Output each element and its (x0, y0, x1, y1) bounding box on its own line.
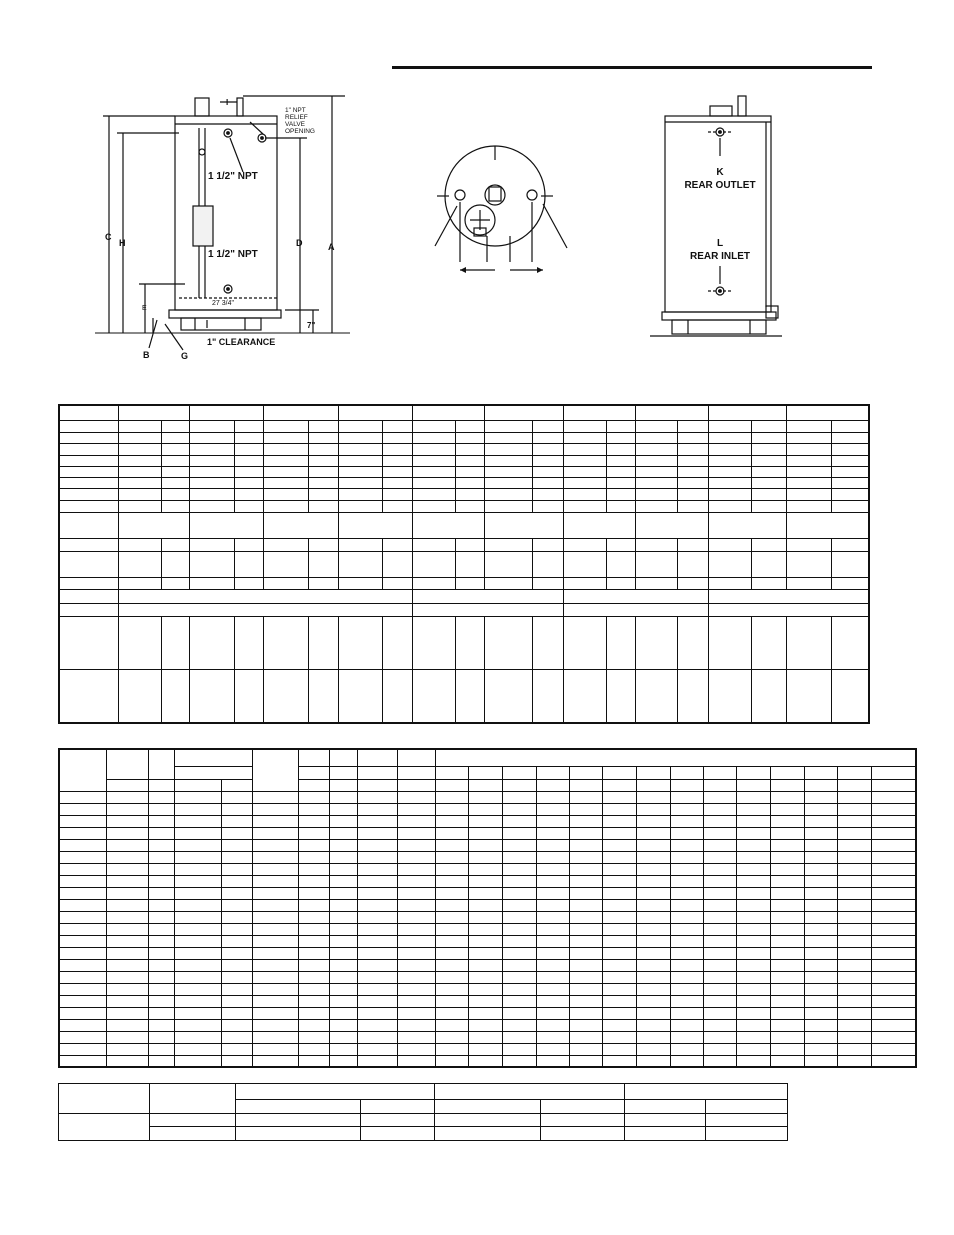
table-row (59, 466, 869, 477)
rear-elevation-drawing (650, 92, 790, 342)
table-row (59, 875, 916, 887)
table-row (59, 815, 916, 827)
table-row (59, 1007, 916, 1019)
table-row (59, 766, 916, 779)
header-rule (392, 66, 872, 69)
table-row (59, 539, 869, 551)
dimensions-table (58, 404, 870, 724)
dim-letter-h (119, 238, 126, 248)
width-label: 27 3/4" (212, 300, 234, 307)
dim-letter-d (296, 238, 303, 248)
table-row (59, 670, 869, 723)
dim-letter-e (142, 305, 147, 312)
gas-pressure-table (58, 1083, 788, 1141)
table-row (59, 1055, 916, 1067)
table-row (59, 603, 869, 616)
outlet-letter: K (716, 167, 724, 178)
inlet-label: REAR INLET (690, 251, 750, 262)
svg-text:VALVE: VALVE (285, 121, 305, 128)
svg-text:RELIEF: RELIEF (285, 114, 308, 121)
table-row (59, 1031, 916, 1043)
svg-text:1" NPT: 1" NPT (285, 107, 306, 114)
table-row (59, 749, 916, 766)
table-row (59, 1126, 788, 1140)
table-row (59, 478, 869, 489)
table-row (59, 578, 869, 590)
svg-text:H: H (119, 238, 126, 248)
outlet-label: REAR OUTLET (684, 180, 756, 191)
svg-text:D: D (296, 238, 303, 248)
table-row (59, 590, 869, 603)
table-row (59, 839, 916, 851)
table-row (59, 779, 916, 791)
table-row (59, 803, 916, 815)
table-row (59, 947, 916, 959)
svg-text:C: C (105, 232, 112, 242)
table-row (59, 512, 869, 539)
table-row (59, 935, 916, 947)
dim-letter-a (328, 242, 335, 252)
table-row (59, 995, 916, 1007)
table-row (59, 827, 916, 839)
svg-text:I: I (226, 98, 229, 107)
lower-connection-label: 1 1/2" NPT (208, 249, 258, 260)
clearance-label: 1" CLEARANCE (207, 337, 276, 347)
svg-text:B: B (143, 350, 150, 360)
table-row (59, 887, 916, 899)
svg-text:OPENING: OPENING (285, 128, 315, 135)
table-row (59, 500, 869, 512)
table-row (59, 1043, 916, 1055)
dim-letter-b (143, 350, 150, 360)
dim-letter-i (226, 98, 228, 107)
svg-text:E: E (142, 305, 147, 312)
table-row (59, 433, 869, 444)
svg-text:A: A (328, 242, 335, 252)
inlet-letter: L (716, 238, 724, 249)
table-row (59, 863, 916, 875)
table-row (59, 899, 916, 911)
table-row (59, 444, 869, 455)
table-row (59, 1084, 788, 1100)
table-row (59, 551, 869, 578)
table-row (59, 959, 916, 971)
upper-connection-label: 1 1/2" NPT (208, 171, 258, 182)
table-row (59, 405, 869, 420)
table-row (59, 971, 916, 983)
relief-valve-note (285, 107, 315, 135)
base-height-label: 7" (307, 321, 316, 330)
table-row (59, 923, 916, 935)
dim-letter-c (105, 232, 112, 242)
dim-letter-g (181, 351, 188, 361)
top-view-drawing (425, 140, 585, 280)
capacity-table (58, 748, 917, 1068)
table-row (59, 983, 916, 995)
table-row (59, 851, 916, 863)
side-elevation-drawing (95, 88, 370, 378)
svg-text:G: G (181, 351, 189, 361)
table-row (59, 455, 869, 466)
table-row (59, 420, 869, 432)
table-row (59, 1113, 788, 1126)
table-row (59, 489, 869, 500)
table-row (59, 791, 916, 803)
table-row (59, 617, 869, 670)
table-row (59, 911, 916, 923)
table-row (59, 1019, 916, 1031)
